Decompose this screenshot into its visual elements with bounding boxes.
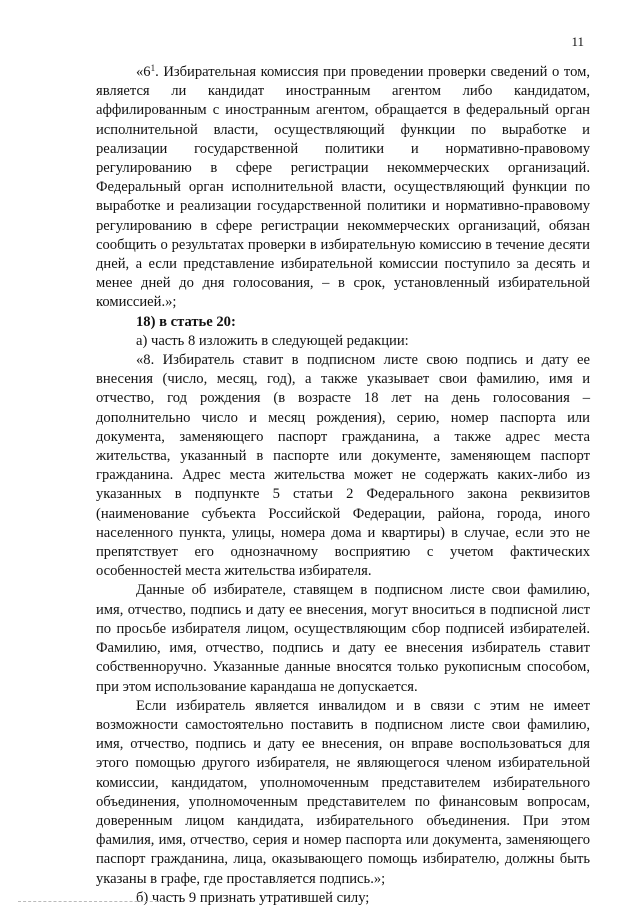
superscript-index: 1 xyxy=(150,63,156,73)
paragraph-lead: «6 xyxy=(136,64,151,80)
paragraph-disabled-voter: Если избиратель является инвалидом и в связи с этим не имеет возможности самостоятельно поставить в подписном листе свои фамилию, имя, отчество, подпись и дату ее внесения, он вправе воспользоваться для этого помощью другого избирателя, не являющегося членом избирательной комиссии, кандидатом, уполномоченным представителем избирательного объединения, уполномоченным представителем по финансовым вопросам, доверенным лицом кандидата, избирательного объединения. При этом фамилия, имя, отчество, серия и номер паспорта или документа, заменяющего паспорт гражданина, лица, оказывающего помощь избирателю, должны быть указаны в графе, где проставляется подпись.»; xyxy=(96,697,590,887)
paragraph-article-6-1 xyxy=(96,63,590,313)
scan-edge-artifact xyxy=(18,901,168,905)
paragraph-part-8: «8. Избиратель ставит в подписном листе свою подпись и дату ее внесения (число, месяц, год), а также указывает свои фамилию, имя и отчество, год рождения (в возрасте 18 лет на день голосования – дополнительно число и месяц рождения), серию, номер паспорта или документа, заменяющего паспорт гражданина, а также адрес места жительства, указанный в паспорте или документе, заменяющем паспорт гражданина. Адрес места жительства может не содержать каких-либо из указанных в подпункте 5 статьи 2 Федерального закона реквизитов (наименование субъекта Российской Федерации, района, города, иного населенного пункта, улицы, номера дома и квартиры) в случае, если это не препятствует его однозначному восприятию с учетом фактических особенностей места жительства избирателя. xyxy=(96,352,590,580)
paragraph-voter-data: Данные об избирателе, ставящем в подписном листе свои фамилию, имя, отчество, подпись и дату ее внесения, могут вноситься в подписной лист по просьбе избирателя лицом, осуществляющим сбор подписей избирателей. Фамилию, имя, отчество, подпись и дату ее внесения избиратель ставит собственноручно. Указанные данные вносятся только рукописным способом, при этом использование карандаша не допускается. xyxy=(96,582,590,695)
paragraph-text: . Избирательная комиссия при проведении проверки сведений о том, является ли кандидат иностранным агентом либо кандидатом, аффилированным с иностранным агентом, обращается в федеральный орган исполнительной власти, осуществляющий функции по выработке и реализации государственной политики и нормативно-правовому регулированию в сфере регистрации некоммерческих организаций. Федеральный орган исполнительной власти, осуществляющий функции по выработке и реализации государственной политики и нормативно-правовому регулированию в сфере регистрации некоммерческих организаций, обязан сообщить о результатах проверки в избирательную комиссию в течение десяти дней, а если представление избирательной комиссии поступило за десять и менее дней до дня голосования, – в срок, установленный избирательной комиссией.»; xyxy=(96,64,590,311)
section-heading: 18) в статье 20: xyxy=(136,313,236,330)
paragraph-item-a: а) часть 8 изложить в следующей редакции: xyxy=(136,332,409,349)
document-body xyxy=(96,63,590,908)
page-number: 11 xyxy=(571,34,584,49)
paragraph-item-b: б) часть 9 признать утратившей силу; xyxy=(136,889,370,906)
